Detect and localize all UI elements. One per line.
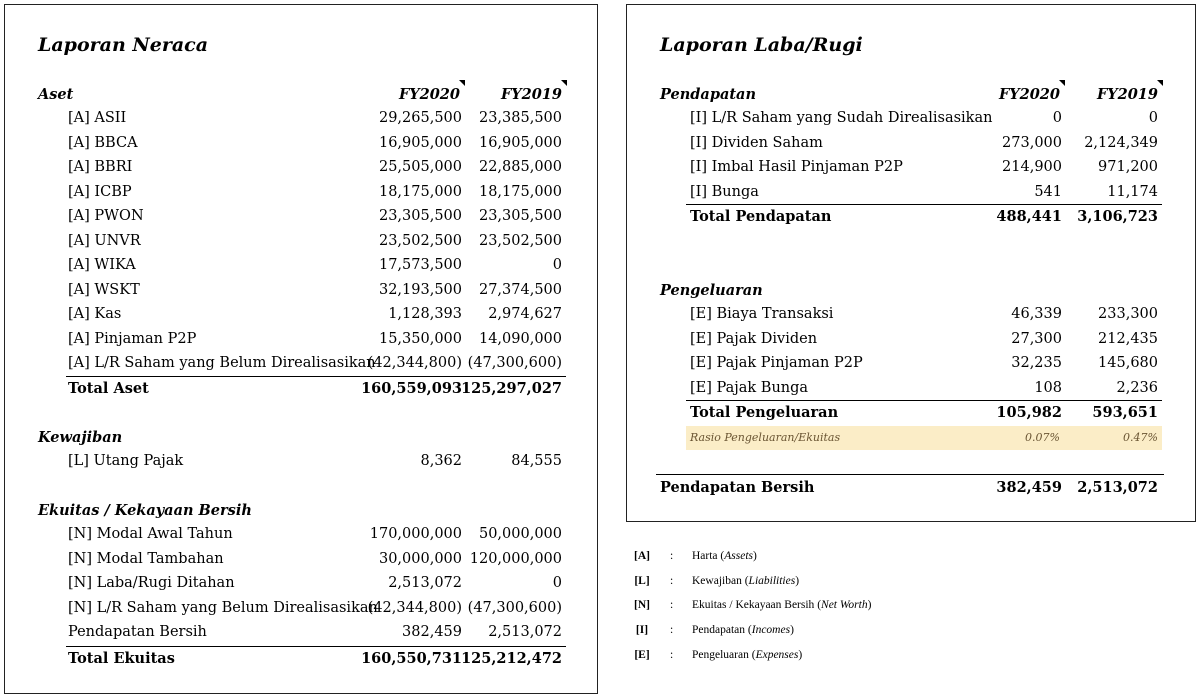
legend-colon: : bbox=[670, 599, 674, 612]
expense-row bbox=[690, 355, 1160, 379]
equity-label: Pendapatan Bersih bbox=[68, 624, 207, 640]
col-fy2020-header: FY2020 bbox=[398, 86, 460, 103]
legend-description: Harta (Assets) bbox=[692, 550, 757, 562]
revenue-fy2019: 11,174 bbox=[1107, 183, 1158, 200]
asset-fy2020: (42,344,800) bbox=[367, 355, 462, 371]
expenses-total-row bbox=[690, 404, 1160, 428]
legend-colon: : bbox=[670, 648, 674, 661]
expenses-total-divider bbox=[686, 400, 1162, 401]
legend-description: Pendapatan (Incomes) bbox=[692, 624, 794, 637]
asset-fy2019: 14,090,000 bbox=[478, 330, 562, 347]
liabilities-header-row bbox=[38, 429, 338, 453]
income-col-fy2019-header: FY2019 bbox=[1096, 86, 1158, 103]
asset-row bbox=[68, 110, 564, 134]
legend-colon: : bbox=[670, 550, 674, 562]
legend-colon: : bbox=[670, 624, 674, 637]
assets-total-label: Total Aset bbox=[68, 380, 149, 397]
revenue-total-divider bbox=[686, 204, 1162, 205]
asset-label: [A] BBRI bbox=[68, 159, 133, 175]
asset-row bbox=[68, 184, 564, 208]
revenue-fy2019: 0 bbox=[1148, 110, 1158, 126]
revenue-fy2019: 971,200 bbox=[1098, 159, 1158, 175]
asset-fy2019: 16,905,000 bbox=[478, 134, 562, 151]
asset-row bbox=[68, 331, 564, 355]
assets-total-fy2019: 125,297,027 bbox=[461, 380, 562, 397]
equity-total-label: Total Ekuitas bbox=[68, 650, 175, 667]
expense-ratio-row bbox=[686, 426, 1162, 450]
expense-row bbox=[690, 306, 1160, 330]
expense-fy2020: 46,339 bbox=[1011, 306, 1062, 322]
equity-total-fy2020: 160,550,731 bbox=[361, 650, 462, 667]
asset-fy2019: 18,175,000 bbox=[478, 183, 562, 200]
expense-fy2019: 212,435 bbox=[1098, 330, 1158, 347]
equity-fy2020: 30,000,000 bbox=[378, 550, 462, 567]
legend-item bbox=[630, 649, 1050, 669]
net-income-divider bbox=[656, 474, 1164, 475]
asset-label: [A] ASII bbox=[68, 110, 127, 126]
equity-header-row bbox=[38, 502, 338, 526]
equity-row bbox=[68, 526, 564, 550]
expense-ratio-fy2020: 0.07% bbox=[1025, 431, 1060, 444]
revenue-fy2019: 2,124,349 bbox=[1084, 134, 1158, 151]
asset-fy2020: 15,350,000 bbox=[378, 330, 462, 347]
legend-english: Assets bbox=[724, 550, 754, 562]
legend-text: Kewajiban bbox=[692, 574, 742, 587]
legend-item bbox=[630, 550, 1050, 570]
legend-english: Incomes bbox=[751, 624, 791, 637]
equity-fy2019: 120,000,000 bbox=[469, 550, 562, 567]
expenses-header: Pengeluaran bbox=[660, 282, 763, 299]
asset-label: [A] BBCA bbox=[68, 134, 138, 151]
expense-fy2020: 32,235 bbox=[1011, 355, 1062, 371]
asset-fy2020: 25,505,000 bbox=[378, 159, 462, 175]
expense-ratio-label: Rasio Pengeluaran/Ekuitas bbox=[690, 431, 841, 444]
net-income-fy2020: 382,459 bbox=[996, 479, 1062, 496]
liability-row bbox=[68, 453, 564, 477]
asset-label: [A] PWON bbox=[68, 208, 144, 224]
equity-fy2020: 2,513,072 bbox=[388, 575, 462, 591]
asset-fy2020: 32,193,500 bbox=[378, 281, 462, 298]
assets-header-row bbox=[38, 86, 564, 110]
revenue-fy2020: 541 bbox=[1034, 183, 1062, 200]
legend-key: [N] bbox=[634, 599, 650, 612]
asset-fy2019: 22,885,000 bbox=[478, 159, 562, 175]
revenue-header: Pendapatan bbox=[660, 86, 756, 103]
asset-fy2019: 23,385,500 bbox=[478, 110, 562, 126]
asset-fy2020: 23,305,500 bbox=[378, 208, 462, 224]
asset-fy2019: 27,374,500 bbox=[478, 281, 562, 298]
equity-fy2020: 382,459 bbox=[402, 624, 462, 640]
equity-total-divider bbox=[66, 646, 566, 647]
net-income-label: Pendapatan Bersih bbox=[660, 479, 815, 496]
expense-row bbox=[690, 331, 1160, 355]
equity-label: [N] L/R Saham yang Belum Direalisasikan bbox=[68, 599, 378, 616]
col-fy2019-header: FY2019 bbox=[500, 86, 562, 103]
assets-total-divider bbox=[66, 376, 566, 377]
assets-total-row bbox=[68, 380, 564, 404]
equity-fy2019: 2,513,072 bbox=[488, 624, 562, 640]
revenue-fy2020: 0 bbox=[1052, 110, 1062, 126]
asset-label: [A] WSKT bbox=[68, 281, 140, 298]
expenses-total-fy2019: 593,651 bbox=[1092, 404, 1158, 421]
legend-english: Expenses bbox=[755, 648, 799, 661]
equity-fy2019: 50,000,000 bbox=[478, 526, 562, 542]
legend-colon: : bbox=[670, 574, 674, 587]
expense-label: [E] Pajak Pinjaman P2P bbox=[690, 355, 863, 371]
liability-fy2020: 8,362 bbox=[420, 453, 462, 469]
revenue-row bbox=[690, 159, 1160, 183]
equity-row bbox=[68, 624, 564, 648]
equity-label: [N] Modal Tambahan bbox=[68, 550, 224, 567]
revenue-label: [I] Bunga bbox=[690, 183, 759, 200]
asset-fy2020: 29,265,500 bbox=[378, 110, 462, 126]
asset-row bbox=[68, 135, 564, 159]
liability-fy2019: 84,555 bbox=[511, 453, 562, 469]
expense-ratio-fy2019: 0.47% bbox=[1123, 431, 1158, 444]
revenue-fy2020: 273,000 bbox=[1002, 134, 1062, 151]
legend-key: [E] bbox=[634, 648, 650, 661]
expense-label: [E] Pajak Dividen bbox=[690, 330, 818, 347]
equity-total-row bbox=[68, 650, 564, 674]
asset-fy2019: 0 bbox=[552, 257, 562, 273]
income-statement-title: Laporan Laba/Rugi bbox=[660, 34, 863, 56]
asset-row bbox=[68, 257, 564, 281]
asset-fy2019: 23,305,500 bbox=[478, 208, 562, 224]
equity-label: [N] Modal Awal Tahun bbox=[68, 526, 233, 542]
asset-row bbox=[68, 306, 564, 330]
asset-label: [A] ICBP bbox=[68, 183, 132, 200]
legend-item bbox=[630, 599, 1050, 619]
revenue-row bbox=[690, 135, 1160, 159]
legend-description: Kewajiban (Liabilities) bbox=[692, 574, 800, 587]
asset-label: [A] Pinjaman P2P bbox=[68, 330, 197, 347]
balance-sheet-title: Laporan Neraca bbox=[38, 34, 209, 56]
asset-fy2019: 2,974,627 bbox=[488, 306, 562, 322]
expense-label: [E] Biaya Transaksi bbox=[690, 306, 834, 322]
equity-row bbox=[68, 575, 564, 599]
income-col-fy2020-header: FY2020 bbox=[998, 86, 1060, 103]
asset-label: [A] L/R Saham yang Belum Direalisasikan bbox=[68, 355, 376, 371]
expenses-header-row bbox=[660, 282, 960, 306]
net-income-row bbox=[660, 479, 1160, 503]
assets-header: Aset bbox=[38, 86, 74, 103]
asset-row bbox=[68, 159, 564, 183]
revenue-row bbox=[690, 110, 1160, 134]
legend-item bbox=[630, 624, 1050, 644]
asset-row bbox=[68, 282, 564, 306]
equity-header: Ekuitas / Kekayaan Bersih bbox=[38, 502, 252, 519]
legend-english: Liabilities bbox=[748, 574, 796, 587]
asset-fy2020: 16,905,000 bbox=[378, 134, 462, 151]
asset-fy2019: 23,502,500 bbox=[478, 232, 562, 249]
expense-fy2019: 233,300 bbox=[1098, 306, 1158, 322]
equity-label: [N] Laba/Rugi Ditahan bbox=[68, 575, 235, 591]
expense-fy2020: 108 bbox=[1034, 379, 1062, 396]
equity-fy2020: (42,344,800) bbox=[367, 599, 462, 616]
asset-fy2020: 1,128,393 bbox=[388, 306, 462, 322]
revenue-label: [I] L/R Saham yang Sudah Direalisasikan bbox=[690, 110, 993, 126]
expense-label: [E] Pajak Bunga bbox=[690, 379, 809, 396]
asset-label: [A] Kas bbox=[68, 306, 122, 322]
revenue-label: [I] Imbal Hasil Pinjaman P2P bbox=[690, 159, 903, 175]
revenue-total-label: Total Pendapatan bbox=[690, 208, 832, 225]
asset-row bbox=[68, 208, 564, 232]
asset-row bbox=[68, 233, 564, 257]
asset-fy2020: 23,502,500 bbox=[378, 232, 462, 249]
equity-fy2019: (47,300,600) bbox=[467, 599, 562, 616]
expenses-total-fy2020: 105,982 bbox=[996, 404, 1062, 421]
expenses-total-label: Total Pengeluaran bbox=[690, 404, 839, 421]
revenue-fy2020: 214,900 bbox=[1002, 159, 1062, 175]
revenue-total-row bbox=[690, 208, 1160, 232]
expense-fy2019: 145,680 bbox=[1098, 355, 1158, 371]
expense-fy2020: 27,300 bbox=[1011, 330, 1062, 347]
liability-label: [L] Utang Pajak bbox=[68, 453, 184, 469]
equity-row bbox=[68, 600, 564, 624]
revenue-label: [I] Dividen Saham bbox=[690, 134, 823, 151]
equity-row bbox=[68, 551, 564, 575]
asset-label: [A] UNVR bbox=[68, 232, 141, 249]
legend-text: Pendapatan bbox=[692, 624, 746, 637]
asset-fy2020: 17,573,500 bbox=[378, 257, 462, 273]
revenue-header-row bbox=[660, 86, 1160, 110]
legend-key: [L] bbox=[634, 574, 650, 587]
legend-text: Pengeluaran bbox=[692, 648, 749, 661]
legend-description: Ekuitas / Kekayaan Bersih (Net Worth) bbox=[692, 599, 872, 612]
liabilities-header: Kewajiban bbox=[38, 429, 123, 446]
expense-fy2019: 2,236 bbox=[1116, 379, 1158, 396]
legend-english: Net Worth bbox=[821, 599, 868, 612]
legend-key: [I] bbox=[635, 624, 649, 637]
legend-text: Harta bbox=[692, 550, 718, 562]
legend-key: [A] bbox=[634, 550, 650, 562]
asset-fy2020: 18,175,000 bbox=[378, 183, 462, 200]
asset-label: [A] WIKA bbox=[68, 257, 136, 273]
net-income-fy2019: 2,513,072 bbox=[1077, 479, 1158, 496]
legend-item bbox=[630, 575, 1050, 595]
revenue-total-fy2020: 488,441 bbox=[996, 208, 1062, 225]
revenue-total-fy2019: 3,106,723 bbox=[1077, 208, 1158, 225]
legend-text: Ekuitas / Kekayaan Bersih bbox=[692, 599, 815, 612]
equity-fy2020: 170,000,000 bbox=[369, 526, 462, 542]
equity-total-fy2019: 125,212,472 bbox=[461, 650, 562, 667]
equity-fy2019: 0 bbox=[552, 575, 562, 591]
legend-description: Pengeluaran (Expenses) bbox=[692, 648, 803, 661]
asset-fy2019: (47,300,600) bbox=[467, 355, 562, 371]
assets-total-fy2020: 160,559,093 bbox=[361, 380, 462, 397]
